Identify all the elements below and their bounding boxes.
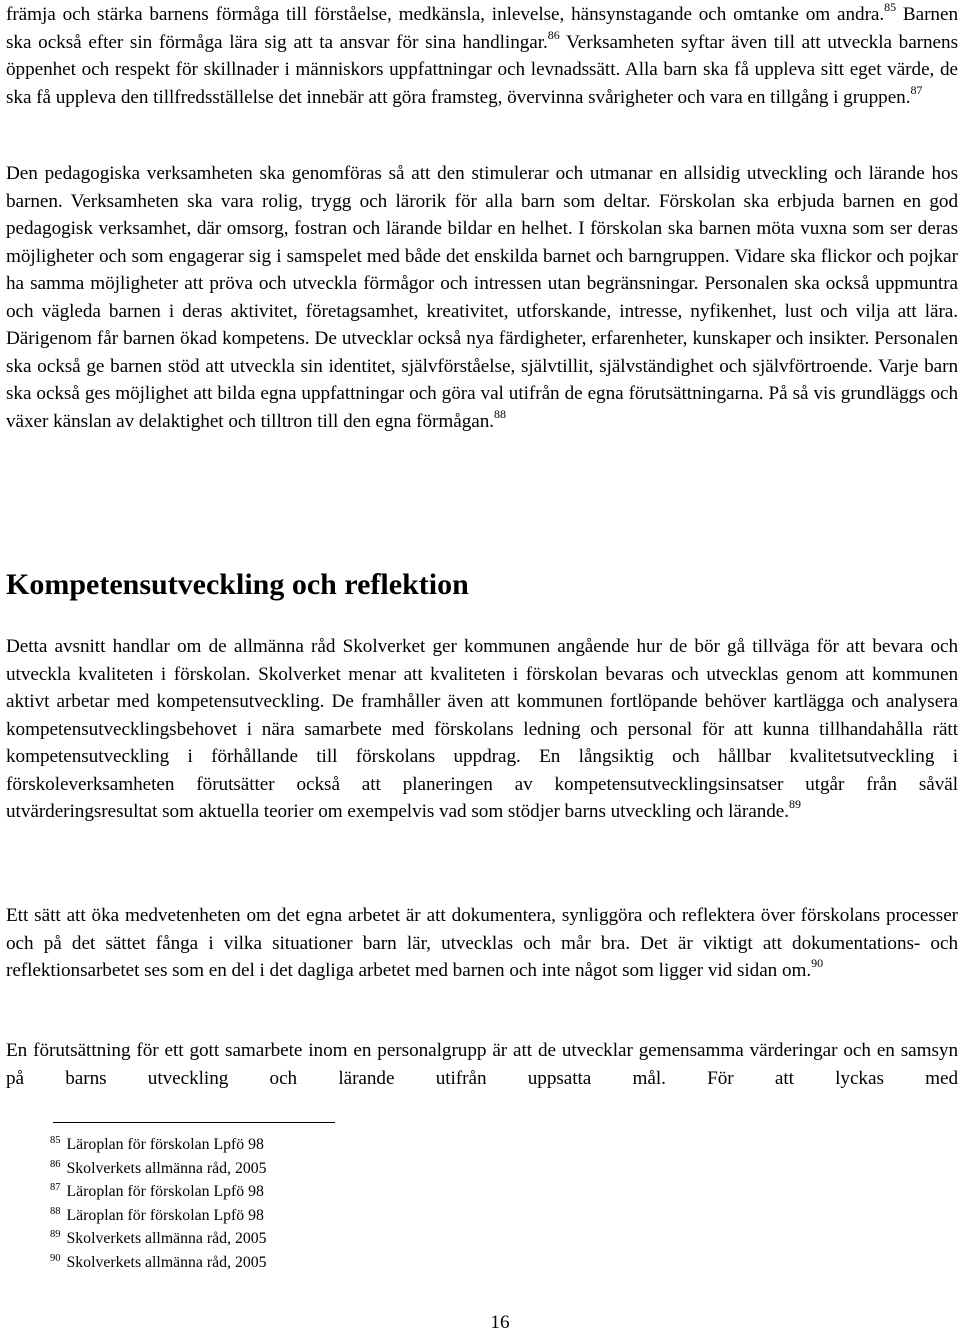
footnote-text: Skolverkets allmänna råd, 2005 [66,1230,267,1247]
paragraph [6,1037,958,1092]
paragraph [6,633,958,826]
footnote [50,1157,450,1181]
paragraph-text: främja och stärka barnens förmåga till förståelse, medkänsla, inlevelse, hänsynstagande och omtanke om andra. [6,4,885,25]
paragraph-text: Barnen ska också efter sin förmåga lära sig att ta ansvar för sina handlingar. [6,4,958,53]
footnote-ref: 85 [884,0,897,14]
footnote-text: Skolverkets allmänna råd, 2005 [66,1253,267,1271]
footnote-ref: 87 [910,82,923,97]
footnote [50,1251,450,1275]
footnote-number: 85 [50,1135,61,1146]
footnotes [50,1133,450,1274]
footnote-text: Skolverkets allmänna råd, 2005 [66,1159,267,1177]
footnote-text: Läroplan för förskolan Lpfö 98 [66,1136,264,1153]
footnote-ref: 86 [547,27,560,42]
paragraph-text: Verksamheten syftar även till att utveckla barnens öppenhet och respekt för skillnader i människors uppfattningar och levnadssätt. Alla barn ska få uppleva sitt eget värde, de ska få uppleva den tillfredsställelse det innebär att göra framsteg, övervinna svårigheter och vara en tillgång i gruppen. [6,31,958,108]
footnote-separator [53,1122,335,1123]
footnote-text: Läroplan för förskolan Lpfö 98 [66,1206,264,1224]
paragraph-text: En förutsättning för ett gott samarbete inom en personalgrupp är att de utvecklar gemensamma värderingar och en samsyn på barns utveckling och lärande utifrån uppsatta mål. För att lyckas med [6,1040,958,1089]
paragraph [6,160,958,435]
footnote [50,1227,450,1251]
section-heading: Kompetensutveckling och reflektion [6,568,469,601]
footnote-number: 88 [50,1205,61,1217]
paragraph-text: Den pedagogiska verksamheten ska genomföras så att den stimulerar och utmanar en allsidig utveckling och lärande hos barnen. Verksamheten ska vara rolig, trygg och lärorik för alla barn som deltar. Förskolan ska erbjuda barnen en god pedagogisk verksamhet, där omsorg, fostran och lärande bildar en helhet. I förskolan ska barnen möta vuxna som ser deras möjligheter och som engagerar sig i samspelet med både det enskilda barnet och barngruppen. Vidare ska flickor och pojkar ha samma möjligheter att pröva och utveckla förmågor och intressen utan begränsningar. Personalen ska också uppmuntra och vägleda barnen i deras aktivitet, företagsamhet, kreativitet, utforskande, intresse, nyfikenhet, lust och vilja att lära. Därigenom får barnen ökad kompetens. De utvecklar också nya färdigheter, erfarenheter, kunskaper och insikter. Personalen ska också ge barnen stöd att utveckla sin identitet, självförståelse, självtillit, självständighet och självförtroende. Varje barn ska också ges möjlighet att bilda egna uppfattningar och göra val utifrån de egna förutsättningarna. På så vis grundläggs och växer känslan av delaktighet och tilltron till den egna förmågan. [6,163,958,432]
paragraph [6,902,958,985]
footnote-ref: 88 [494,406,506,421]
footnote [50,1204,450,1228]
footnote-text: Läroplan för förskolan Lpfö 98 [66,1183,264,1200]
footnote [50,1180,450,1204]
paragraph [6,1,958,111]
footnote-number: 86 [50,1158,61,1170]
paragraph-text: Detta avsnitt handlar om de allmänna råd Skolverket ger kommunen angående hur de bör gå tillväga för att bevara och utveckla kvaliteten i förskolan. Skolverket menar att kvaliteten i förskolan bevaras och utvecklas genom att kommunen aktivt arbetar med kompetensutveckling. De framhåller även att kommunen fortlöpande behöver kartlägga och analysera kompetensutvecklingsbehovet i nära samarbete med förskolans ledning och personal för att kunna tillhandahålla rätt kompetensutveckling i förhållande till förskolans uppdrag. En långsiktig och hållbar kvalitetsutveckling i förskoleverksamheten förutsätter också att planeringen av kompetensutvecklingsinsatser utgår från såväl utvärderingsresultat som aktuella teorier om exempelvis vad som stödjer barns utveckling och lärande. [6,636,958,822]
footnote-ref: 90 [811,956,824,970]
footnote [50,1133,450,1157]
footnote-ref: 89 [789,797,801,811]
footnote-number: 89 [50,1229,61,1240]
footnote-number: 90 [50,1252,61,1264]
paragraph-text: Ett sätt att öka medvetenheten om det egna arbetet är att dokumentera, synliggöra och reflektera över förskolans processer och på det sättet fånga i vilka situationer barn lär, utvecklas och mår bra. Det är viktigt att dokumentations- och reflektionsarbetet ses som en del i det dagliga arbetet med barnen och inte något som ligger vid sidan om. [6,905,958,981]
page-number: 16 [490,1312,510,1333]
footnote-number: 87 [50,1182,61,1193]
